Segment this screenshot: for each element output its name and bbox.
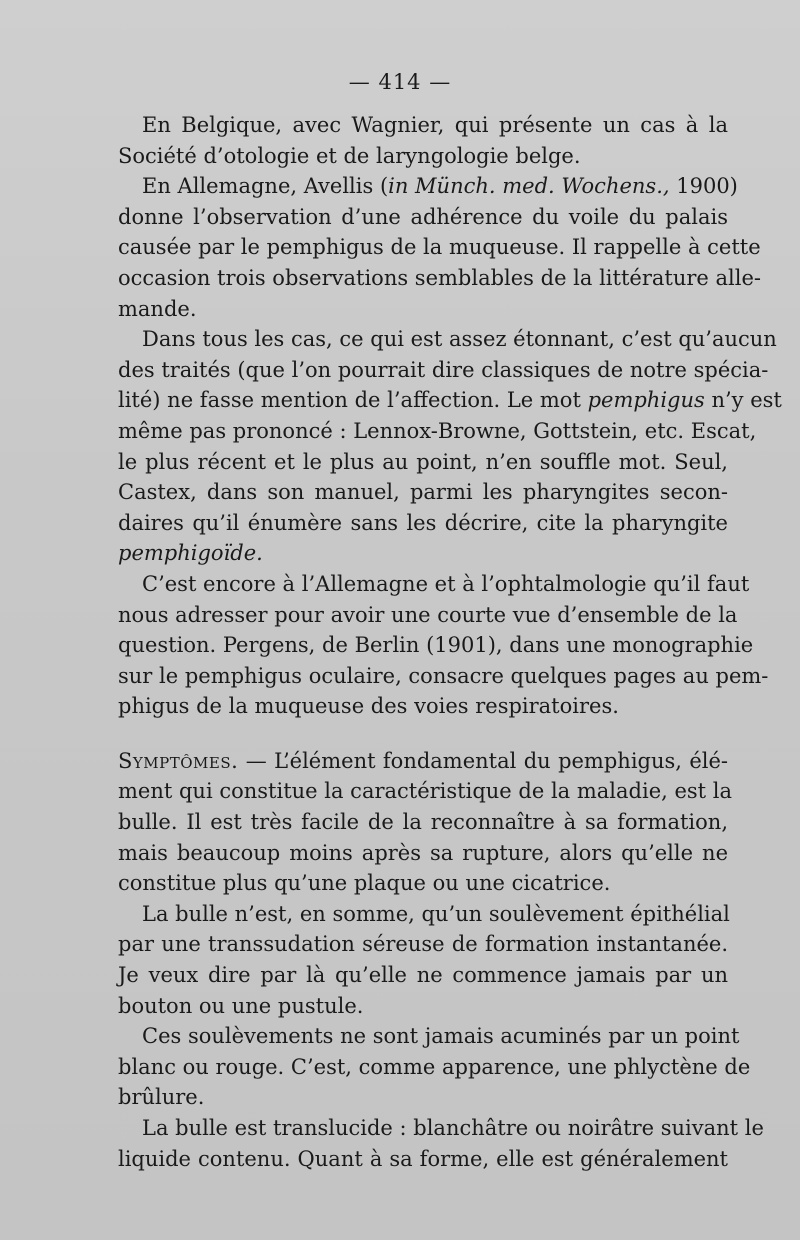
text-line-italic — [118, 538, 728, 569]
text-line: bulle. Il est très facile de la reconnaître à sa formation, — [118, 810, 728, 835]
text-line: occasion trois observations semblables de la littérature alle- — [118, 265, 761, 290]
text-line: question. Pergens, de Berlin (1901), dans une monographie — [118, 633, 754, 658]
text-line: mande. — [118, 296, 197, 321]
text-line: le plus récent et le plus au point, n’en souffle mot. Seul, — [118, 449, 728, 474]
text-line: C’est encore à l’Allemagne et à l’ophtalmologie qu’il faut — [142, 571, 750, 596]
paragraph — [118, 324, 782, 569]
text-line: sur le pemphigus oculaire, consacre quelques pages au pem- — [118, 663, 769, 688]
text-line: daires qu’il énumère sans les décrire, cite la pharyngite — [118, 510, 728, 535]
paragraph — [118, 569, 769, 722]
text-line — [118, 746, 728, 777]
text-line: phigus de la muqueuse des voies respiratoires. — [118, 694, 619, 719]
text-line: liquide contenu. Quant à sa forme, elle est généralement — [118, 1146, 728, 1171]
text-line: Je veux dire par là qu’elle ne commence jamais par un — [118, 963, 728, 988]
body-text — [118, 110, 782, 1174]
text-line: lité) ne fasse mention de l’affection. Le mot pemphigus n’y est — [118, 388, 782, 413]
page-number: — 414 — — [348, 70, 452, 94]
text-line: La bulle est translucide : blanchâtre ou noirâtre suivant le — [142, 1116, 764, 1140]
text-line: donne l’observation d’une adhérence du voile du palais — [118, 204, 728, 229]
italic-word: in Münch. med. Wochens., — [388, 174, 670, 199]
text-line: mais beaucoup moins après sa rupture, alors qu’elle ne — [118, 840, 728, 865]
text-line: Dans tous les cas, ce qui est assez étonnant, c’est qu’aucun — [142, 327, 777, 352]
paragraph — [118, 746, 733, 899]
paragraph — [118, 171, 761, 324]
text-line: par une transsudation séreuse de formation instantanée. — [118, 932, 728, 957]
text-line: brûlure. — [118, 1085, 205, 1110]
paragraph — [118, 899, 728, 1021]
text-line: En Allemagne, Avellis (in Münch. med. Wochens., 1900) — [142, 174, 738, 199]
text-line: ment qui constitue la caractéristique de la maladie, est la — [118, 779, 733, 804]
text-line: bouton ou une pustule. — [118, 993, 364, 1018]
italic-word: pemphigus — [587, 388, 705, 413]
text-fragment: — L’élément fondamental du pemphigus, élé- — [238, 748, 728, 773]
text-line: des traités (que l’on pourrait dire classiques de notre spécia- — [118, 357, 769, 382]
italic-word: pemphigoïde. — [118, 541, 263, 566]
paragraph — [118, 1021, 751, 1113]
section-gap — [118, 722, 728, 746]
section-heading: Symptômes. — [118, 748, 239, 773]
text-line: constitue plus qu’une plaque ou une cicatrice. — [118, 871, 611, 896]
text-line: blanc ou rouge. C’est, comme apparence, une phlyctène de — [118, 1054, 751, 1079]
text-line: Castex, dans son manuel, parmi les pharyngites secon- — [118, 480, 728, 505]
text-line: Société d’otologie et de laryngologie belge. — [118, 143, 581, 168]
paragraph — [118, 1113, 764, 1174]
paragraph — [118, 110, 728, 171]
text-line: même pas prononcé : Lennox-Browne, Gottstein, etc. Escat, — [118, 418, 757, 443]
text-line: Ces soulèvements ne sont jamais acuminés par un point — [142, 1024, 740, 1049]
text-line: La bulle n’est, en somme, qu’un soulèvement épithélial — [142, 901, 730, 926]
text-line: En Belgique, avec Wagnier, qui présente un cas à la — [142, 113, 728, 137]
text-line: nous adresser pour avoir une courte vue d’ensemble de la — [118, 602, 738, 627]
text-line: causée par le pemphigus de la muqueuse. Il rappelle à cette — [118, 235, 761, 260]
